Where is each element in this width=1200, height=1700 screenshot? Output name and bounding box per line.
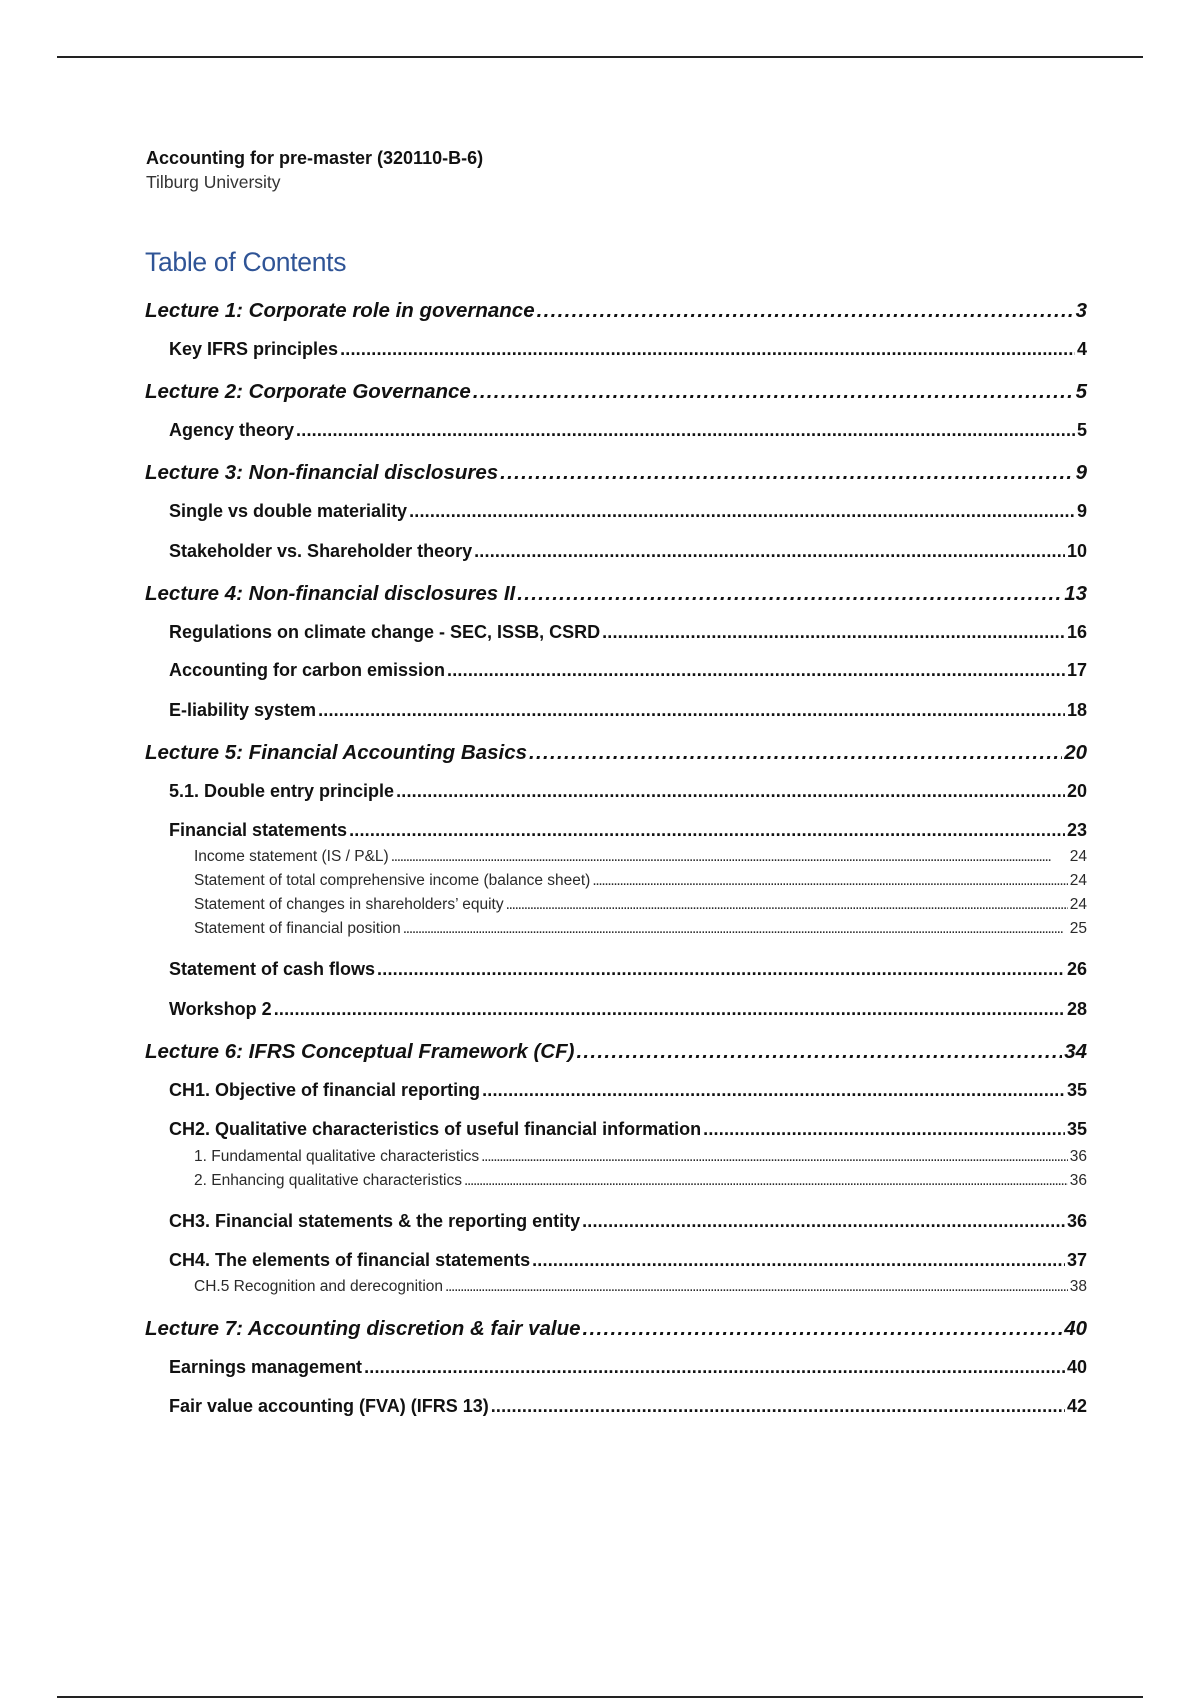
- toc-entry-title: Stakeholder vs. Shareholder theory: [169, 541, 473, 561]
- toc-entry-level-2[interactable]: [169, 1357, 1087, 1378]
- toc-dot-leader: [537, 299, 1074, 323]
- toc-dot-leader: [506, 896, 1068, 914]
- toc-entry-level-2[interactable]: [169, 622, 1087, 643]
- toc-entry-title: Fair value accounting (FVA) (IFRS 13): [169, 1396, 489, 1416]
- toc-dot-leader: [391, 848, 1068, 866]
- toc-page-number: 40: [1066, 1357, 1087, 1377]
- toc-entry-level-2[interactable]: [169, 1250, 1087, 1271]
- toc-entry-level-2[interactable]: [169, 1396, 1087, 1417]
- toc-page-number: 34: [1064, 1040, 1087, 1063]
- toc-entry-level-2[interactable]: [169, 660, 1087, 681]
- toc-entry-title: Lecture 5: Financial Accounting Basics: [145, 741, 528, 764]
- toc-page-number: 20: [1064, 741, 1087, 764]
- toc-entry-level-2[interactable]: [169, 420, 1087, 441]
- toc-dot-leader: [532, 1250, 1065, 1271]
- toc-dot-leader: [377, 959, 1065, 980]
- toc-entry-level-2[interactable]: [169, 700, 1087, 721]
- toc-entry-title: Accounting for carbon emission: [169, 660, 446, 680]
- toc-page-number: 24: [1069, 848, 1087, 865]
- toc-entry-level-2[interactable]: [169, 820, 1087, 841]
- toc-page-number: 36: [1069, 1148, 1087, 1165]
- toc-dot-leader: [602, 622, 1065, 643]
- toc-entry-title: Lecture 4: Non-financial disclosures II: [145, 582, 516, 605]
- toc-page-number: 5: [1075, 380, 1087, 403]
- toc-page-number: 24: [1069, 872, 1087, 889]
- toc-entry-level-3[interactable]: [194, 920, 1087, 938]
- toc-page-number: 25: [1069, 920, 1087, 937]
- toc-entry-title: Agency theory: [169, 420, 295, 440]
- toc-entry-title: Statement of cash flows: [169, 959, 376, 979]
- toc-entry-level-2[interactable]: [169, 541, 1087, 562]
- toc-entry-level-2[interactable]: [169, 959, 1087, 980]
- toc-entry-title: Lecture 6: IFRS Conceptual Framework (CF): [145, 1040, 575, 1063]
- toc-page-number: 36: [1066, 1211, 1087, 1231]
- footer-rule: [57, 1696, 1143, 1698]
- toc-page-number: 5: [1076, 420, 1087, 440]
- toc-entry-level-2[interactable]: [169, 1080, 1087, 1101]
- toc-page-number: 20: [1066, 781, 1087, 801]
- toc-dot-leader: [529, 741, 1062, 765]
- toc-entry-title: Lecture 1: Corporate role in governance: [145, 299, 535, 322]
- toc-dot-leader: [583, 1317, 1063, 1341]
- toc-entry-title: Single vs double materiality: [169, 501, 408, 521]
- toc-dot-leader: [481, 1148, 1068, 1166]
- toc-entry-level-3[interactable]: [194, 1148, 1087, 1166]
- toc-entry-title: Statement of changes in shareholders’ equity: [194, 896, 504, 913]
- toc-entry-title: Income statement (IS / P&L): [194, 848, 389, 865]
- toc-entry-level-3[interactable]: [194, 896, 1087, 914]
- toc-dot-leader: [403, 920, 1068, 938]
- toc-entry-level-1[interactable]: [145, 1317, 1087, 1341]
- toc-entry-title: 2. Enhancing qualitative characteristics: [194, 1172, 462, 1189]
- toc-entry-title: 1. Fundamental qualitative characteristics: [194, 1148, 480, 1165]
- toc-entry-level-2[interactable]: [169, 339, 1087, 360]
- toc-entry-level-1[interactable]: [145, 582, 1087, 606]
- toc-page-number: 9: [1076, 501, 1087, 521]
- toc-page-number: 28: [1066, 999, 1087, 1019]
- toc-page-number: 17: [1066, 660, 1087, 680]
- toc-entry-title: CH2. Qualitative characteristics of useful financial information: [169, 1119, 702, 1139]
- toc-page-number: 16: [1066, 622, 1087, 642]
- toc-entry-level-1[interactable]: [145, 299, 1087, 323]
- course-title: Accounting for pre-master (320110-B-6): [146, 148, 484, 168]
- toc-entry-title: Lecture 7: Accounting discretion & fair value: [145, 1317, 581, 1340]
- toc-page-number: 9: [1075, 461, 1087, 484]
- toc-entry-level-3[interactable]: [194, 1278, 1087, 1296]
- toc-dot-leader: [349, 820, 1065, 841]
- toc-page-number: 26: [1066, 959, 1087, 979]
- toc-page-number: 18: [1066, 700, 1087, 720]
- toc-page-number: 4: [1076, 339, 1087, 359]
- toc-dot-leader: [364, 1357, 1065, 1378]
- toc-heading: Table of Contents: [145, 247, 347, 277]
- toc-page-number: 35: [1066, 1119, 1087, 1139]
- toc-dot-leader: [500, 461, 1073, 485]
- university-name: Tilburg University: [146, 172, 281, 192]
- toc-entry-level-2[interactable]: [169, 1211, 1087, 1232]
- toc-page-number: 42: [1066, 1396, 1087, 1416]
- toc-entry-level-1[interactable]: [145, 1040, 1087, 1064]
- toc-dot-leader: [703, 1119, 1065, 1140]
- toc-entry-title: Earnings management: [169, 1357, 363, 1377]
- toc-dot-leader: [576, 1040, 1062, 1064]
- toc-dot-leader: [445, 1278, 1068, 1296]
- toc-page-number: 13: [1064, 582, 1087, 605]
- toc-dot-leader: [396, 781, 1065, 802]
- toc-page-number: 35: [1066, 1080, 1087, 1100]
- toc-entry-title: 5.1. Double entry principle: [169, 781, 395, 801]
- toc-entry-level-1[interactable]: [145, 380, 1087, 404]
- toc-dot-leader: [464, 1172, 1068, 1190]
- toc-entry-level-2[interactable]: [169, 501, 1087, 522]
- toc-page-number: 38: [1069, 1278, 1087, 1295]
- toc-entry-title: Lecture 2: Corporate Governance: [145, 380, 471, 403]
- toc-entry-title: CH.5 Recognition and derecognition: [194, 1278, 444, 1295]
- toc-dot-leader: [482, 1080, 1065, 1101]
- toc-dot-leader: [318, 700, 1065, 721]
- toc-entry-level-1[interactable]: [145, 741, 1087, 765]
- toc-dot-leader: [517, 582, 1062, 606]
- toc-entry-title: Lecture 3: Non-financial disclosures: [145, 461, 499, 484]
- toc-page-number: 36: [1069, 1172, 1087, 1189]
- toc-entry-title: Key IFRS principles: [169, 339, 339, 359]
- toc-entry-level-3[interactable]: [194, 848, 1087, 866]
- toc-entry-title: CH4. The elements of financial statements: [169, 1250, 531, 1270]
- toc-entry-title: Statement of financial position: [194, 920, 401, 937]
- toc-entry-level-2[interactable]: [169, 999, 1087, 1020]
- toc-page-number: 3: [1075, 299, 1087, 322]
- toc-entry-title: CH1. Objective of financial reporting: [169, 1080, 481, 1100]
- toc-page-number: 24: [1069, 896, 1087, 913]
- toc-entry-title: Workshop 2: [169, 999, 272, 1019]
- toc-dot-leader: [474, 541, 1065, 562]
- toc-dot-leader: [447, 660, 1065, 681]
- toc-dot-leader: [491, 1396, 1065, 1417]
- toc-entry-title: Statement of total comprehensive income (balance sheet): [194, 872, 591, 889]
- toc-page-number: 37: [1066, 1250, 1087, 1270]
- toc-entry-title: Regulations on climate change - SEC, ISSB, CSRD: [169, 622, 601, 642]
- toc-dot-leader: [340, 339, 1075, 360]
- toc-dot-leader: [592, 872, 1067, 890]
- toc-entry-level-2[interactable]: [169, 781, 1087, 802]
- toc-dot-leader: [582, 1211, 1065, 1232]
- toc-entry-level-3[interactable]: [194, 872, 1087, 890]
- toc-entry-title: E-liability system: [169, 700, 317, 720]
- toc-dot-leader: [296, 420, 1075, 441]
- toc-entry-level-3[interactable]: [194, 1172, 1087, 1190]
- toc-dot-leader: [409, 501, 1075, 522]
- toc-page-number: 10: [1066, 541, 1087, 561]
- toc-page-number: 40: [1064, 1317, 1087, 1340]
- toc-entry-title: Financial statements: [169, 820, 348, 840]
- toc-entry-level-2[interactable]: [169, 1119, 1087, 1140]
- toc-page-number: 23: [1066, 820, 1087, 840]
- toc-entry-title: CH3. Financial statements & the reporting entity: [169, 1211, 581, 1231]
- toc-entry-level-1[interactable]: [145, 461, 1087, 485]
- toc-dot-leader: [274, 999, 1065, 1020]
- toc-dot-leader: [473, 380, 1074, 404]
